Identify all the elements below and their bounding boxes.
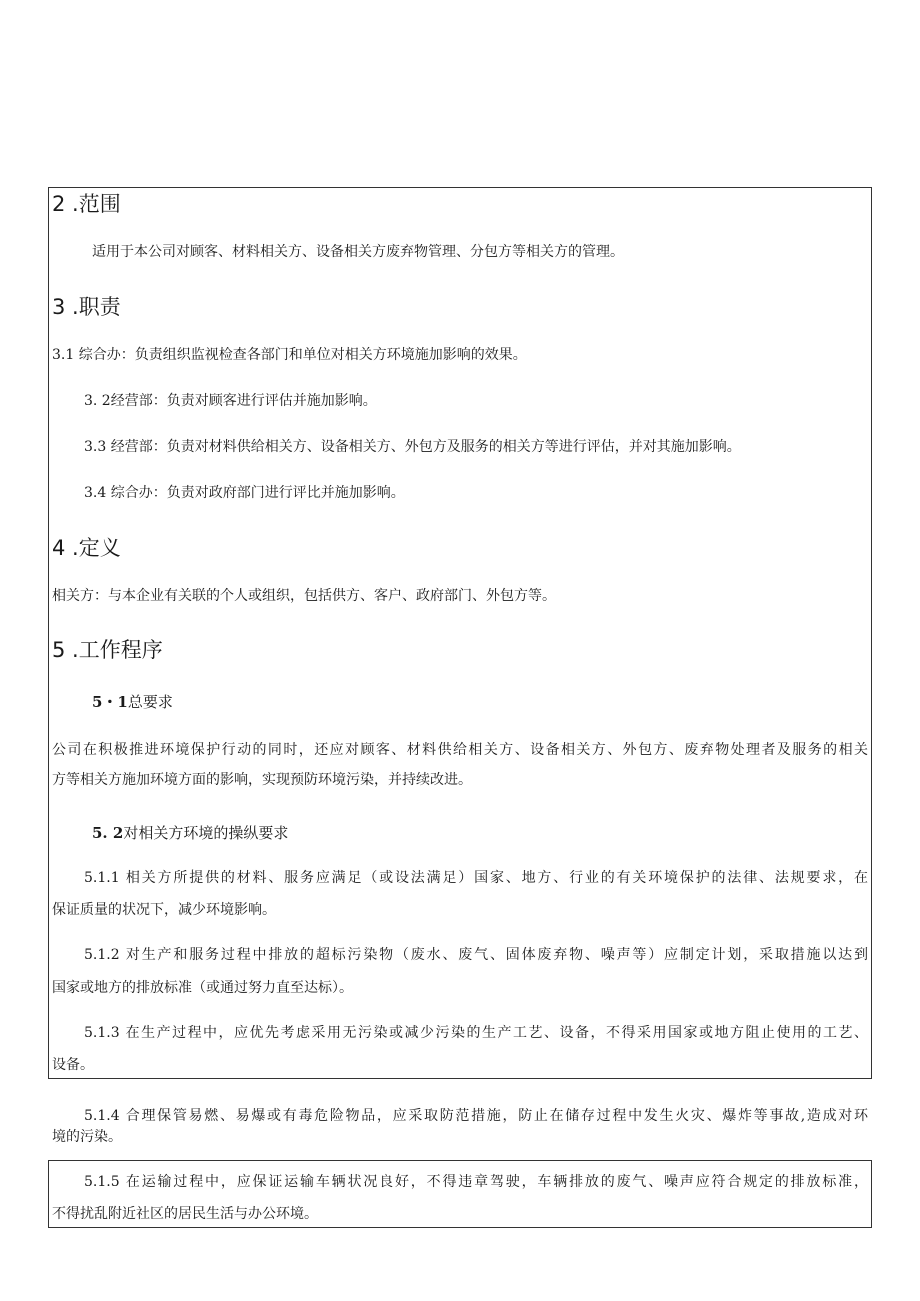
subsection-5-2-heading [92, 823, 288, 843]
section-2-heading: 2 .范围 [52, 192, 121, 216]
section-4-heading: 4 .定义 [52, 536, 121, 560]
item-3-2: 3. 2经营部：负责对顾客进行评估并施加影响。 [84, 393, 377, 409]
item-5-1-5-line-2: 不得扰乱附近社区的居民生活与办公环境。 [52, 1206, 318, 1222]
item-5-1-3-line-1: 5.1.3 在生产过程中，应优先考虑采用无污染或减少污染的生产工艺、设备，不得采用国家或地方阻止使用的工艺、 [84, 1025, 868, 1041]
item-3-1: 3.1 综合办：负责组织监视检查各部门和单位对相关方环境施加影响的效果。 [52, 347, 527, 363]
item-5-1-4-line-1: 5.1.4 合理保管易燃、易爆或有毒危险物品，应采取防范措施，防止在储存过程中发生火灾、爆炸等事故,造成对环 [84, 1108, 868, 1124]
section-2-text: 适用于本公司对顾客、材料相关方、设备相关方废弃物管理、分包方等相关方的管理。 [92, 244, 624, 260]
item-3-4: 3.4 综合办：负责对政府部门进行评比并施加影响。 [84, 485, 405, 501]
item-5-1-1-line-2: 保证质量的状况下，减少环境影响。 [52, 902, 276, 918]
section-5-heading: 5 .工作程序 [52, 638, 163, 662]
item-5-1-2-line-2: 国家或地方的排放标准（或通过努力直至达标）。 [52, 980, 353, 996]
subsection-5-1-label: 总要求 [127, 693, 173, 711]
subsection-5-1-heading [92, 692, 173, 712]
section-4-text: 相关方：与本企业有关联的个人或组织，包括供方、客户、政府部门、外包方等。 [52, 588, 556, 604]
item-5-1-3-line-2: 设备。 [52, 1057, 94, 1073]
subsection-5-1-line-2: 方等相关方施加环境方面的影响，实现预防环境污染，并持续改进。 [52, 772, 472, 788]
subsection-5-1-line-1: 公司在积极推进环境保护行动的同时，还应对顾客、材料供给相关方、设备相关方、外包方、废弃物处理者及服务的相关 [52, 742, 868, 758]
item-5-1-4-line-2: 境的污染。 [52, 1129, 122, 1145]
item-3-3: 3.3 经营部：负责对材料供给相关方、设备相关方、外包方及服务的相关方等进行评估，并对其施加影响。 [84, 439, 741, 455]
subsection-5-2-number: 5. 2 [92, 824, 124, 842]
item-5-1-5-line-1: 5.1.5 在运输过程中，应保证运输车辆状况良好，不得违章驾驶，车辆排放的废气、噪声应符合规定的排放标准， [84, 1174, 868, 1190]
item-5-1-2-line-1: 5.1.2 对生产和服务过程中排放的超标污染物（废水、废气、固体废弃物、噪声等）应制定计划，采取措施以达到 [84, 947, 868, 963]
subsection-5-1-number: 5・1 [92, 693, 128, 711]
item-5-1-1-line-1: 5.1.1 相关方所提供的材料、服务应满足（或设法满足）国家、地方、行业的有关环境保护的法律、法规要求，在 [84, 870, 868, 886]
subsection-5-2-label: 对相关方环境的操纵要求 [123, 824, 289, 842]
section-3-heading: 3 .职责 [52, 295, 121, 319]
